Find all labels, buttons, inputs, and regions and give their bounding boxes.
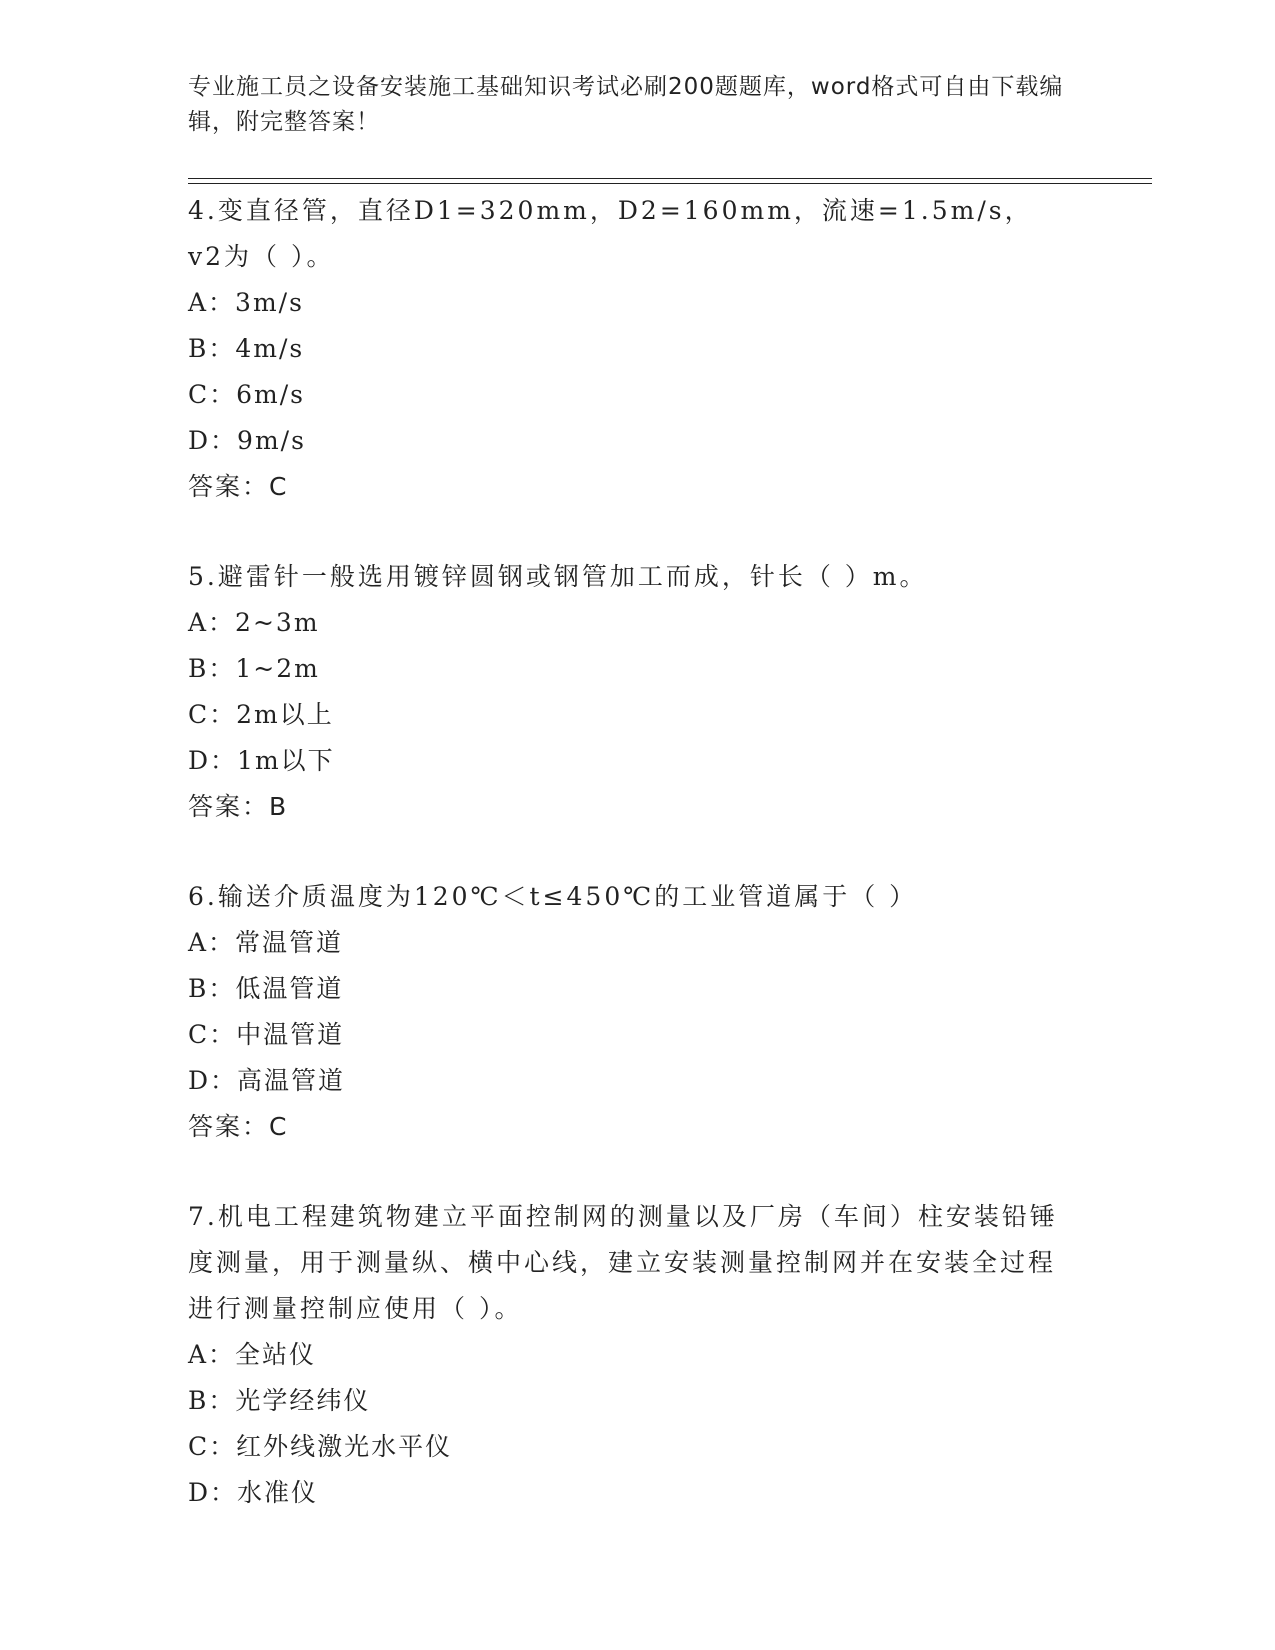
question-stem: 5.避雷针一般选用镀锌圆钢或钢管加工而成，针长（ ）m。 — [188, 562, 928, 591]
option-d: D：水准仪 — [188, 1478, 319, 1507]
option-c: C：6m/s — [188, 380, 305, 409]
question-gap — [188, 1150, 1068, 1194]
option-b: B：4m/s — [188, 334, 305, 363]
option-a: A：2~3m — [188, 608, 320, 637]
option-d: D：高温管道 — [188, 1066, 346, 1095]
question-stem: 7.机电工程建筑物建立平面控制网的测量以及厂房（车间）柱安装铅锤度测量，用于测量纵、横中心线，建立安装测量控制网并在安装全过程进行测量控制应使用（ ）。 — [188, 1202, 1058, 1323]
question-item-4 — [188, 188, 1068, 510]
option-c: C：红外线激光水平仪 — [188, 1432, 453, 1461]
option-d: D：1m以下 — [188, 746, 335, 775]
option-b: B：低温管道 — [188, 974, 344, 1003]
answer-line: 答案：C — [188, 472, 289, 501]
option-c: C：2m以上 — [188, 700, 334, 729]
option-b: B：1~2m — [188, 654, 320, 683]
option-a: A：3m/s — [188, 288, 304, 317]
header-double-rule — [188, 178, 1152, 184]
question-list — [188, 188, 1068, 1516]
question-stem: 4.变直径管，直径D1=320mm，D2=160mm，流速=1.5m/s，v2为（ ）。 — [188, 196, 1033, 271]
question-gap — [188, 830, 1068, 874]
option-a: A：常温管道 — [188, 928, 344, 957]
answer-line: 答案：C — [188, 1112, 289, 1141]
option-b: B：光学经纬仪 — [188, 1386, 371, 1415]
question-stem: 6.输送介质温度为120℃＜t≤450℃的工业管道属于（ ） — [188, 882, 918, 911]
question-item-5 — [188, 554, 1068, 830]
option-a: A：全站仪 — [188, 1340, 317, 1369]
answer-line: 答案：B — [188, 792, 289, 821]
option-d: D：9m/s — [188, 426, 306, 455]
option-c: C：中温管道 — [188, 1020, 345, 1049]
question-item-6 — [188, 874, 1068, 1150]
document-header-title: 专业施工员之设备安装施工基础知识考试必刷200题题库，word格式可自由下载编辑，附完整答案！ — [188, 74, 1064, 135]
question-gap — [188, 510, 1068, 554]
question-item-7 — [188, 1194, 1068, 1516]
